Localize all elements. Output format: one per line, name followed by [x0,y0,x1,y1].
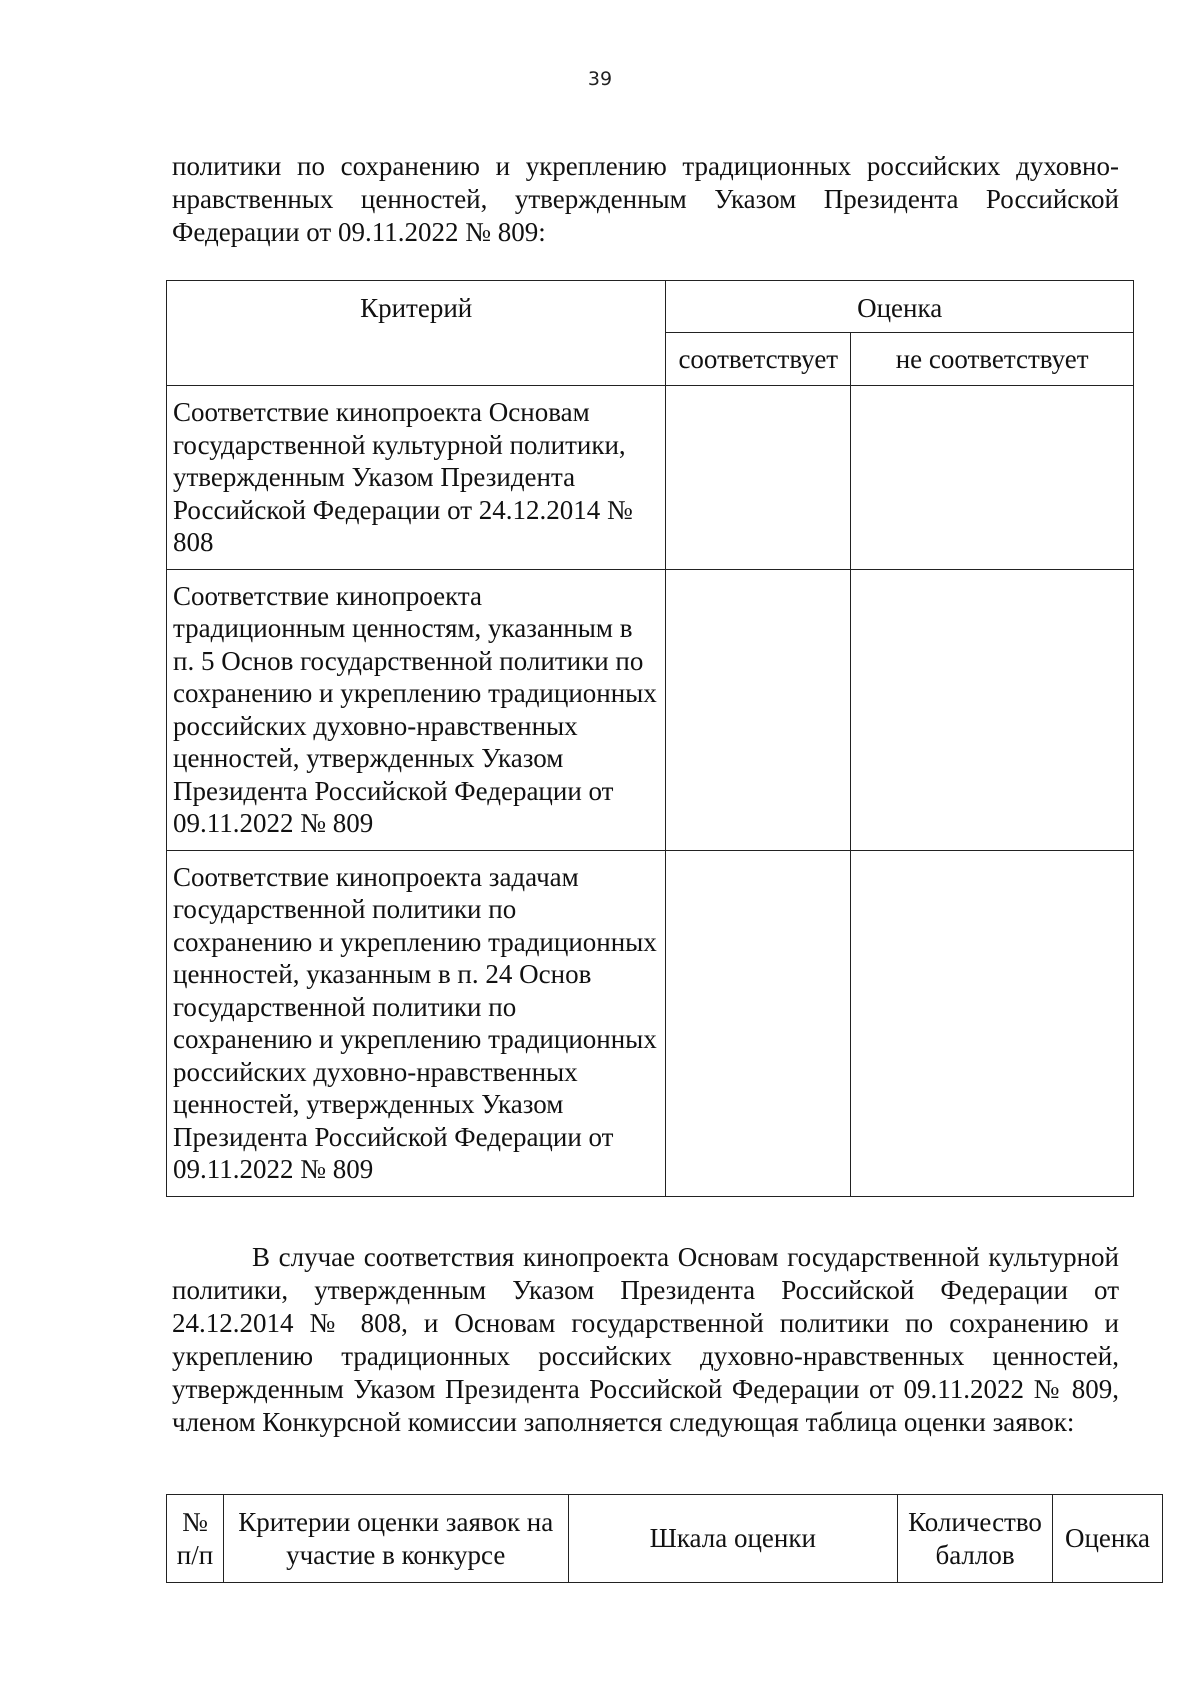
points-header: Количество баллов [898,1495,1053,1583]
not-matches-cell [851,386,1134,570]
number-header: № п/п [167,1495,224,1583]
table-row [167,386,1134,570]
criterion-cell: Соответствие кинопроекта задачам государственной политики по сохранению и укреплению традиционных ценностей, указанным в п. 24 Основ государственной политики по сохранению и укреплению традиционных российских духовно-нравственных ценностей, утвержденных Указом Президента Российской Федерации от 09.11.2022 № 809 [167,850,666,1196]
intro-paragraph: политики по сохранению и укреплению традиционных российских духовно-нравственных ценностей, утвержденным Указом Президента Российской Федерации от 09.11.2022 № 809: [172,151,1119,247]
table-row [167,850,1134,1196]
criterion-header: Критерий [167,281,666,386]
assessment-header: Оценка [666,281,1134,333]
matches-cell [666,850,851,1196]
not-matches-cell [851,850,1134,1196]
scale-header: Шкала оценки [568,1495,898,1583]
criteria-header: Критерии оценки заявок на участие в конкурсе [223,1495,568,1583]
matches-header: соответствует [666,333,851,386]
score-header: Оценка [1053,1495,1163,1583]
scoring-table [166,1494,1163,1583]
matches-cell [666,569,851,850]
matches-cell [666,386,851,570]
not-matches-header: не соответствует [851,333,1134,386]
body-paragraph: В случае соответствия кинопроекта Основам государственной культурной политики, утвержденным Указом Президента Российской Федерации от 24.12.2014 № 808, и Основам государственной политики по сохранению и укреплению традиционных российских духовно-нравственных ценностей, утвержденным Указом Президента Российской Федерации от 09.11.2022 № 809, членом Конкурсной комиссии заполняется следующая таблица оценки заявок: [172,1242,1119,1437]
criterion-cell: Соответствие кинопроекта традиционным ценностям, указанным в п. 5 Основ государственной политики по сохранению и укреплению традиционных российских духовно-нравственных ценностей, утвержденных Указом Президента Российской Федерации от 09.11.2022 № 809 [167,569,666,850]
table-row [167,569,1134,850]
evaluation-table [166,280,1134,1197]
criterion-cell: Соответствие кинопроекта Основам государственной культурной политики, утвержденным Указом Президента Российской Федерации от 24.12.2014 № 808 [167,386,666,570]
page-number: 39 [587,68,613,90]
not-matches-cell [851,569,1134,850]
